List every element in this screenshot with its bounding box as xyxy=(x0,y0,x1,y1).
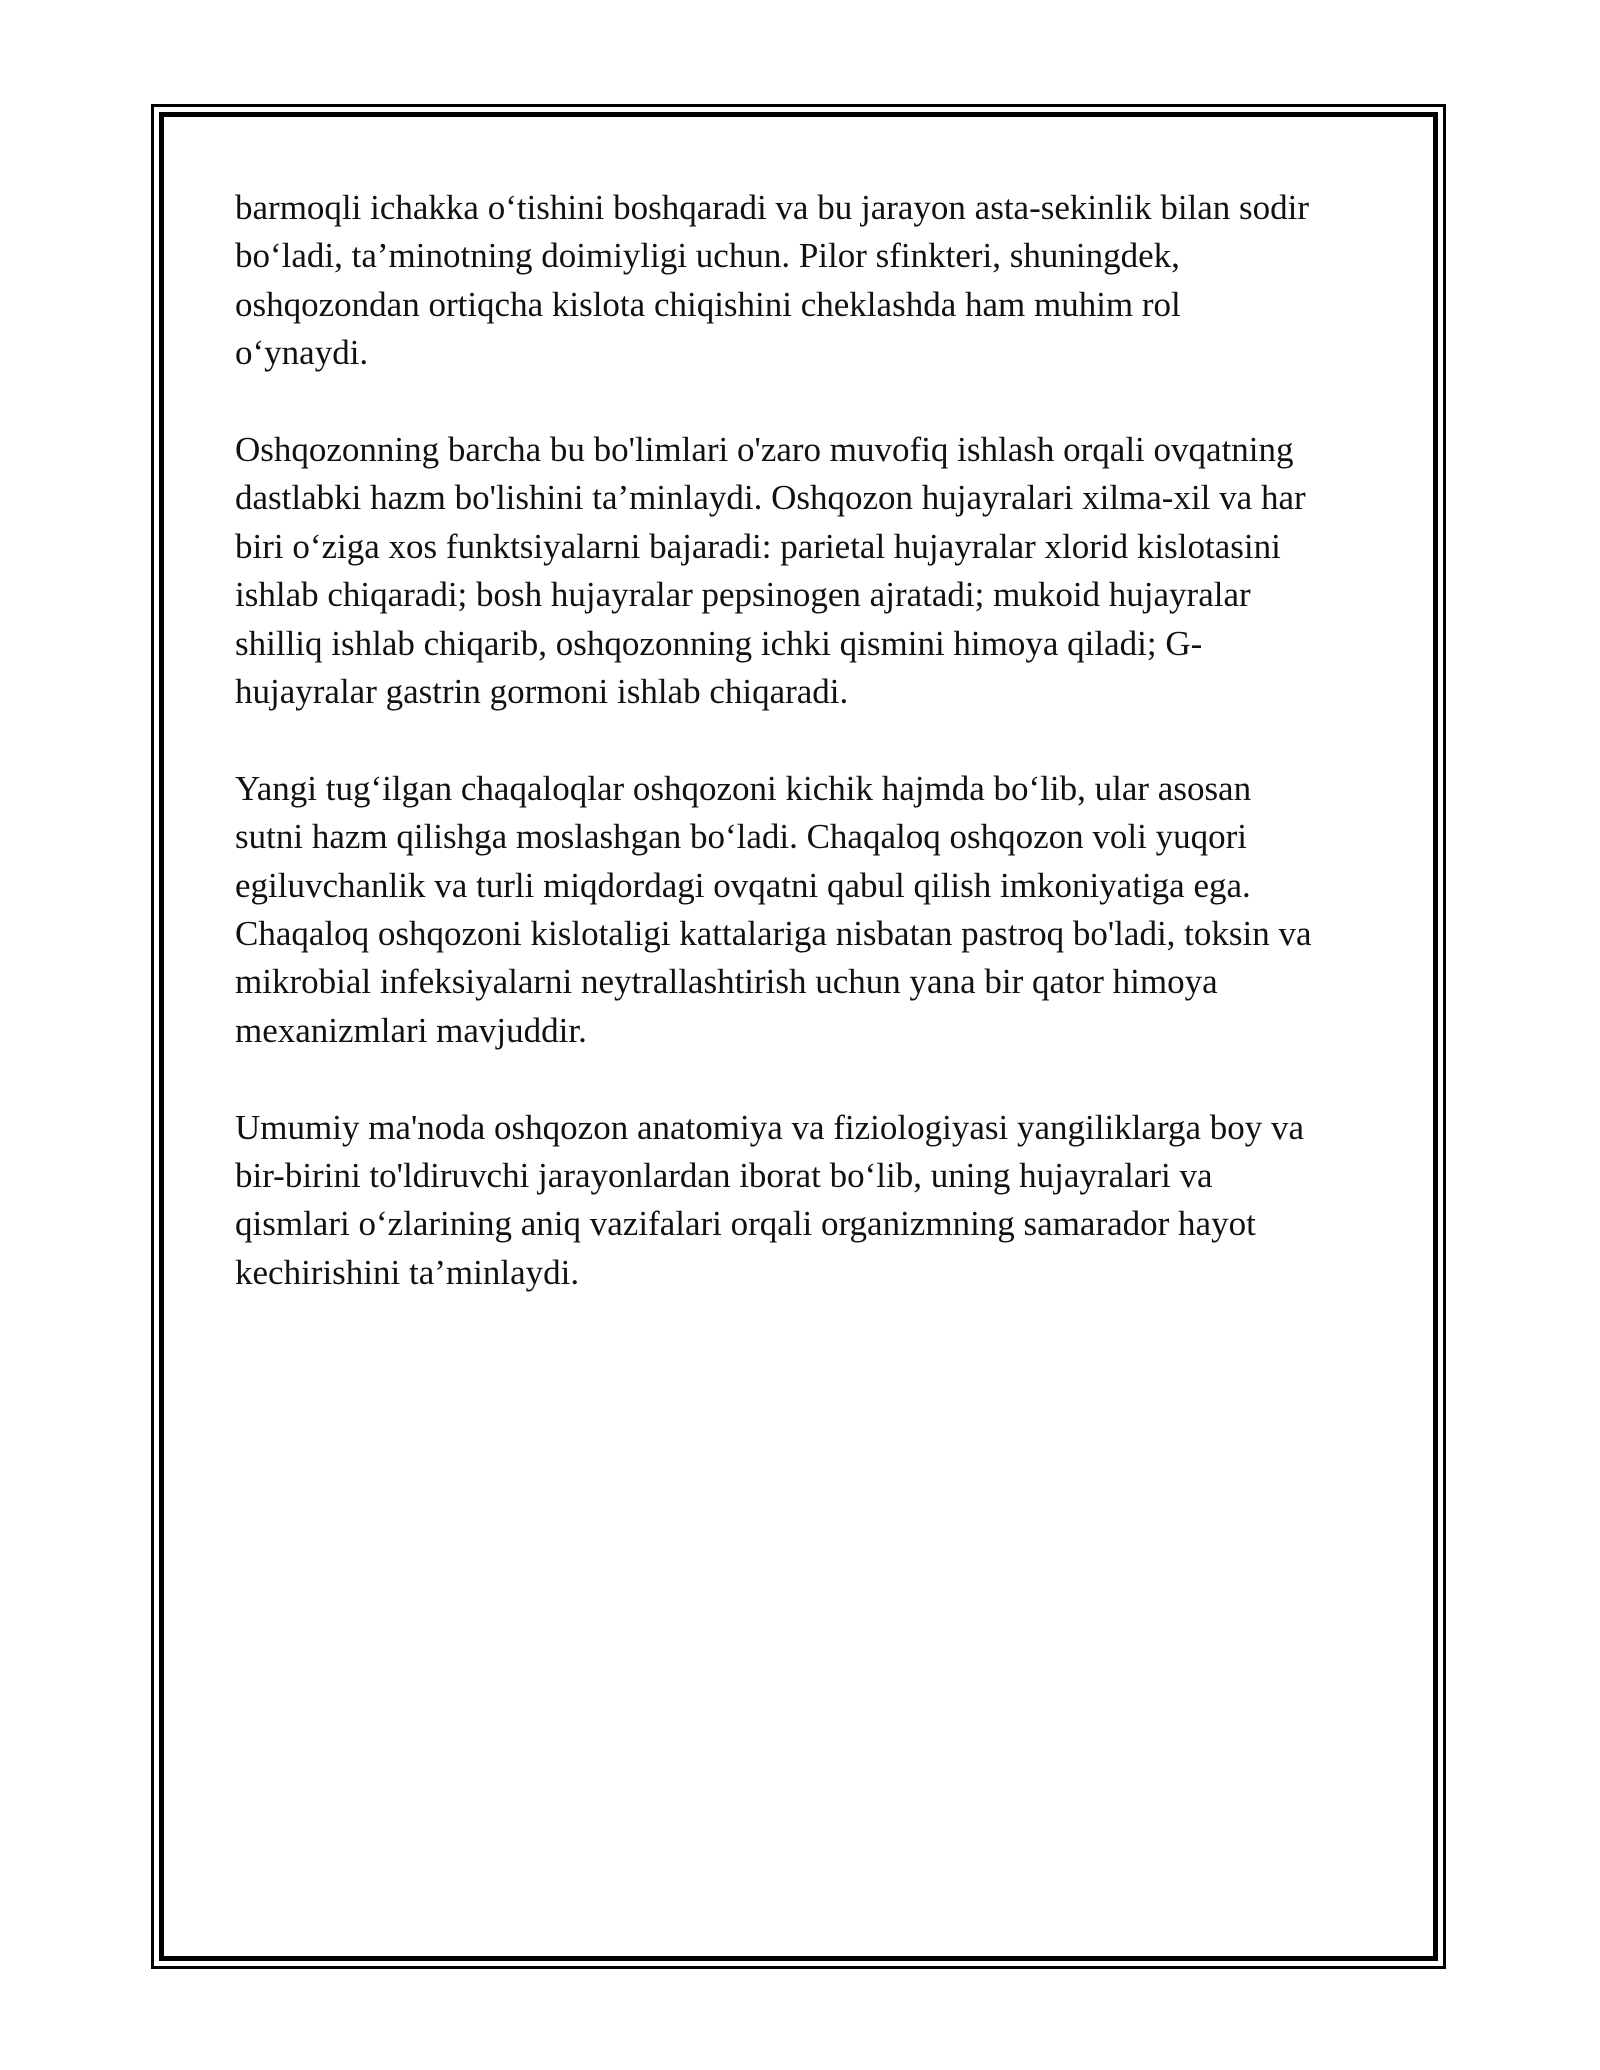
paragraph: barmoqli ichakka o‘tishini boshqaradi va bu jarayon asta-sekinlik bilan sodir bo‘ladi, ta’minotning doimiyligi uchun. Pilor sfinkteri, shuningdek, oshqozondan ortiqcha kislota chiqishini cheklashda ham muhim rol o‘ynaydi. xyxy=(235,188,1310,373)
paragraph: Oshqozonning barcha bu bo'limlari o'zaro muvofiq ishlash orqali ovqatning dastlabki hazm bo'lishini ta’minlaydi. Oshqozon hujayralari xilma-xil va har biri o‘ziga xos funktsiyalarni bajaradi: parietal hujayralar xlorid kislotasini ishlab chiqaradi; bosh hujayralar pepsinogen ajratadi; mukoid hujayralar shilliq ishlab chiqarib, oshqozonning ichki qismini himoya qiladi; G- hujayralar gastrin gormoni ishlab chiqaradi. xyxy=(235,430,1306,712)
paragraph: Umumiy ma'noda oshqozon anatomiya va fiziologiyasi yangiliklarga boy va bir-birini to'ldiruvchi jarayonlardan iborat bo‘lib, uning hujayralari va qismlari o‘zlarining aniq vazifalari orqali organizmning samarador hayot kechirishini ta’minlaydi. xyxy=(235,1107,1305,1292)
document-body xyxy=(235,184,1375,1346)
paragraph: Yangi tug‘ilgan chaqaloqlar oshqozoni kichik hajmda bo‘lib, ular asosan sutni hazm qilishga moslashgan bo‘ladi. Chaqaloq oshqozon voli yuqori egiluvchanlik va turli miqdordagi ovqatni qabul qilish imkoniyatiga ega. Chaqaloq oshqozoni kislotaligi kattalariga nisbatan pastroq bo'ladi, toksin va mikrobial infeksiyalarni neytrallashtirish uchun yana bir qator himoya mexanizmlari mavjuddir. xyxy=(235,768,1312,1050)
